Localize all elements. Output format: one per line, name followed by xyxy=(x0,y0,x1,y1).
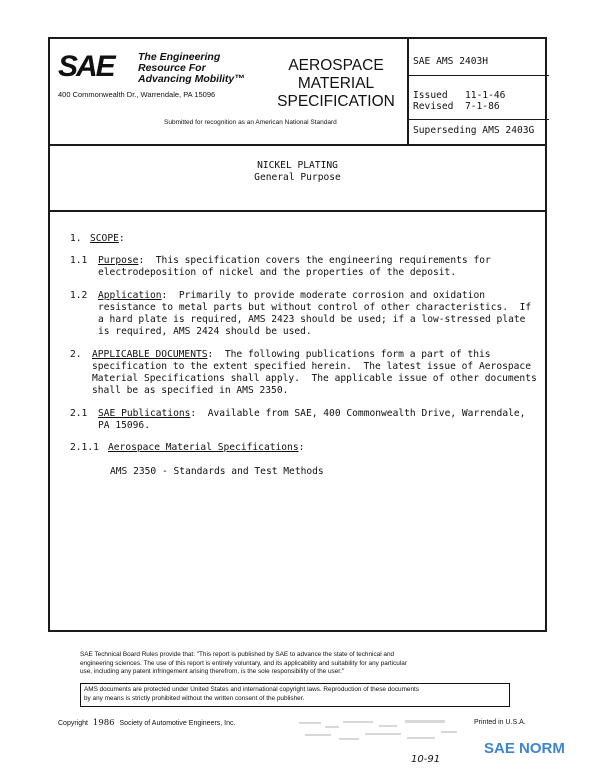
section-heading-line xyxy=(98,408,525,420)
spec-info-panel xyxy=(407,39,549,144)
section-heading-line xyxy=(92,349,491,361)
reference-item: AMS 2350 - Standards and Test Methods xyxy=(110,466,324,477)
stamp-noise xyxy=(295,716,465,750)
section-text-line: electrodeposition of nickel and the properties of the deposit. xyxy=(98,267,457,278)
subtitle-line: General Purpose xyxy=(254,172,341,183)
divider xyxy=(409,119,549,120)
section-heading: SCOPE xyxy=(90,233,119,244)
section-text-line: specification to the extent specified herein. The latest issue of Aerospace xyxy=(92,361,531,372)
spec-type-line: SPECIFICATION xyxy=(277,93,395,110)
specification-frame xyxy=(48,37,547,632)
superseding: Superseding AMS 2403G xyxy=(413,125,535,136)
section-heading-line xyxy=(98,255,491,267)
section-heading: Application xyxy=(98,290,162,301)
section-number: 2.1 xyxy=(70,408,88,419)
tagline-line: Resource For xyxy=(138,62,206,74)
section-number: 2. xyxy=(70,349,82,360)
issued-date: Issued 11-1-46 xyxy=(413,90,506,101)
section-heading-line xyxy=(108,442,304,454)
section-text-line: shall be as specified in AMS 2350. xyxy=(92,385,289,396)
handwritten-date: 10-91 xyxy=(411,754,441,765)
tagline-line: The Engineering xyxy=(138,51,221,63)
printed-in: Printed in U.S.A. xyxy=(474,719,526,726)
spec-number: SAE AMS 2403H xyxy=(413,56,489,67)
sae-tagline xyxy=(138,52,245,85)
section-text: : xyxy=(118,233,125,244)
copyright-notice-line: by any means is strictly prohibited without the written consent of the publisher. xyxy=(84,695,305,702)
copyright-holder: Society of Automotive Engineers, Inc. xyxy=(119,720,236,727)
spec-type-title xyxy=(272,57,400,111)
section-heading: Purpose xyxy=(98,255,139,266)
document-header xyxy=(50,39,545,146)
rules-line: use, including any patent infringement arising therefrom, is the sole responsibility of the user." xyxy=(80,668,345,676)
section-text-line: resistance to metal parts but without control of other characteristics. If xyxy=(98,302,532,313)
stamp-noise-graphic xyxy=(295,716,465,750)
title-line: NICKEL PLATING xyxy=(257,160,338,171)
section-heading-line xyxy=(98,290,485,302)
copyright-label: Copyright xyxy=(58,720,88,727)
revised-date: Revised 7-1-86 xyxy=(413,101,500,112)
section-text: : Available from SAE, 400 Commonwealth Drive, Warrendale, xyxy=(190,408,526,419)
copyright-year: 1986 xyxy=(92,718,115,728)
section-text-line: PA 15096. xyxy=(98,420,150,431)
section-text-line: a hard plate is required, AMS 2423 should be used; if a low-stressed plate xyxy=(98,314,526,325)
section-text: : The following publications form a part of this xyxy=(207,349,491,360)
sae-norm-watermark: SAE NORM xyxy=(484,740,565,757)
section-number: 1. xyxy=(70,233,82,244)
spec-type-line: AEROSPACE xyxy=(288,57,384,74)
sae-address: 400 Commonwealth Dr., Warrendale, PA 15096 xyxy=(58,90,216,99)
rules-line: SAE Technical Board Rules provide that: "This report is published by SAE to advance the state of technical and xyxy=(80,651,395,658)
copyright-notice-box xyxy=(80,683,510,707)
spec-type-line: MATERIAL xyxy=(297,75,375,92)
copyright-notice-line: AMS documents are protected under United States and international copyright laws. Reproduction of these documents xyxy=(84,686,419,693)
section-text: : Primarily to provide moderate corrosion and oxidation xyxy=(161,290,485,301)
copyright-line xyxy=(58,719,235,729)
submitted-note: Submitted for recognition as an American National Standard xyxy=(164,119,337,126)
technical-board-rules xyxy=(80,651,407,677)
tagline-line: Advancing Mobility™ xyxy=(138,73,245,85)
section-number: 1.1 xyxy=(70,255,88,266)
section-text: : This specification covers the engineering requirements for xyxy=(138,255,491,266)
section-heading: SAE Publications xyxy=(98,408,191,419)
divider xyxy=(409,75,549,76)
section-text-line: Material Specifications shall apply. The applicable issue of other documents xyxy=(92,373,537,384)
rules-line: engineering sciences. The use of this report is entirely voluntary, and its applicability and suitability for any particular xyxy=(80,659,407,667)
section-number: 2.1.1 xyxy=(70,442,99,453)
section-heading: Aerospace Material Specifications xyxy=(108,442,299,453)
section-heading-line xyxy=(90,233,125,245)
section-number: 1.2 xyxy=(70,290,88,301)
section-text: : xyxy=(298,442,305,453)
section-heading: APPLICABLE DOCUMENTS xyxy=(92,349,208,360)
sae-logo: SAE xyxy=(58,50,114,83)
section-text-line: is required, AMS 2424 should be used. xyxy=(98,326,312,337)
document-title xyxy=(50,144,545,212)
